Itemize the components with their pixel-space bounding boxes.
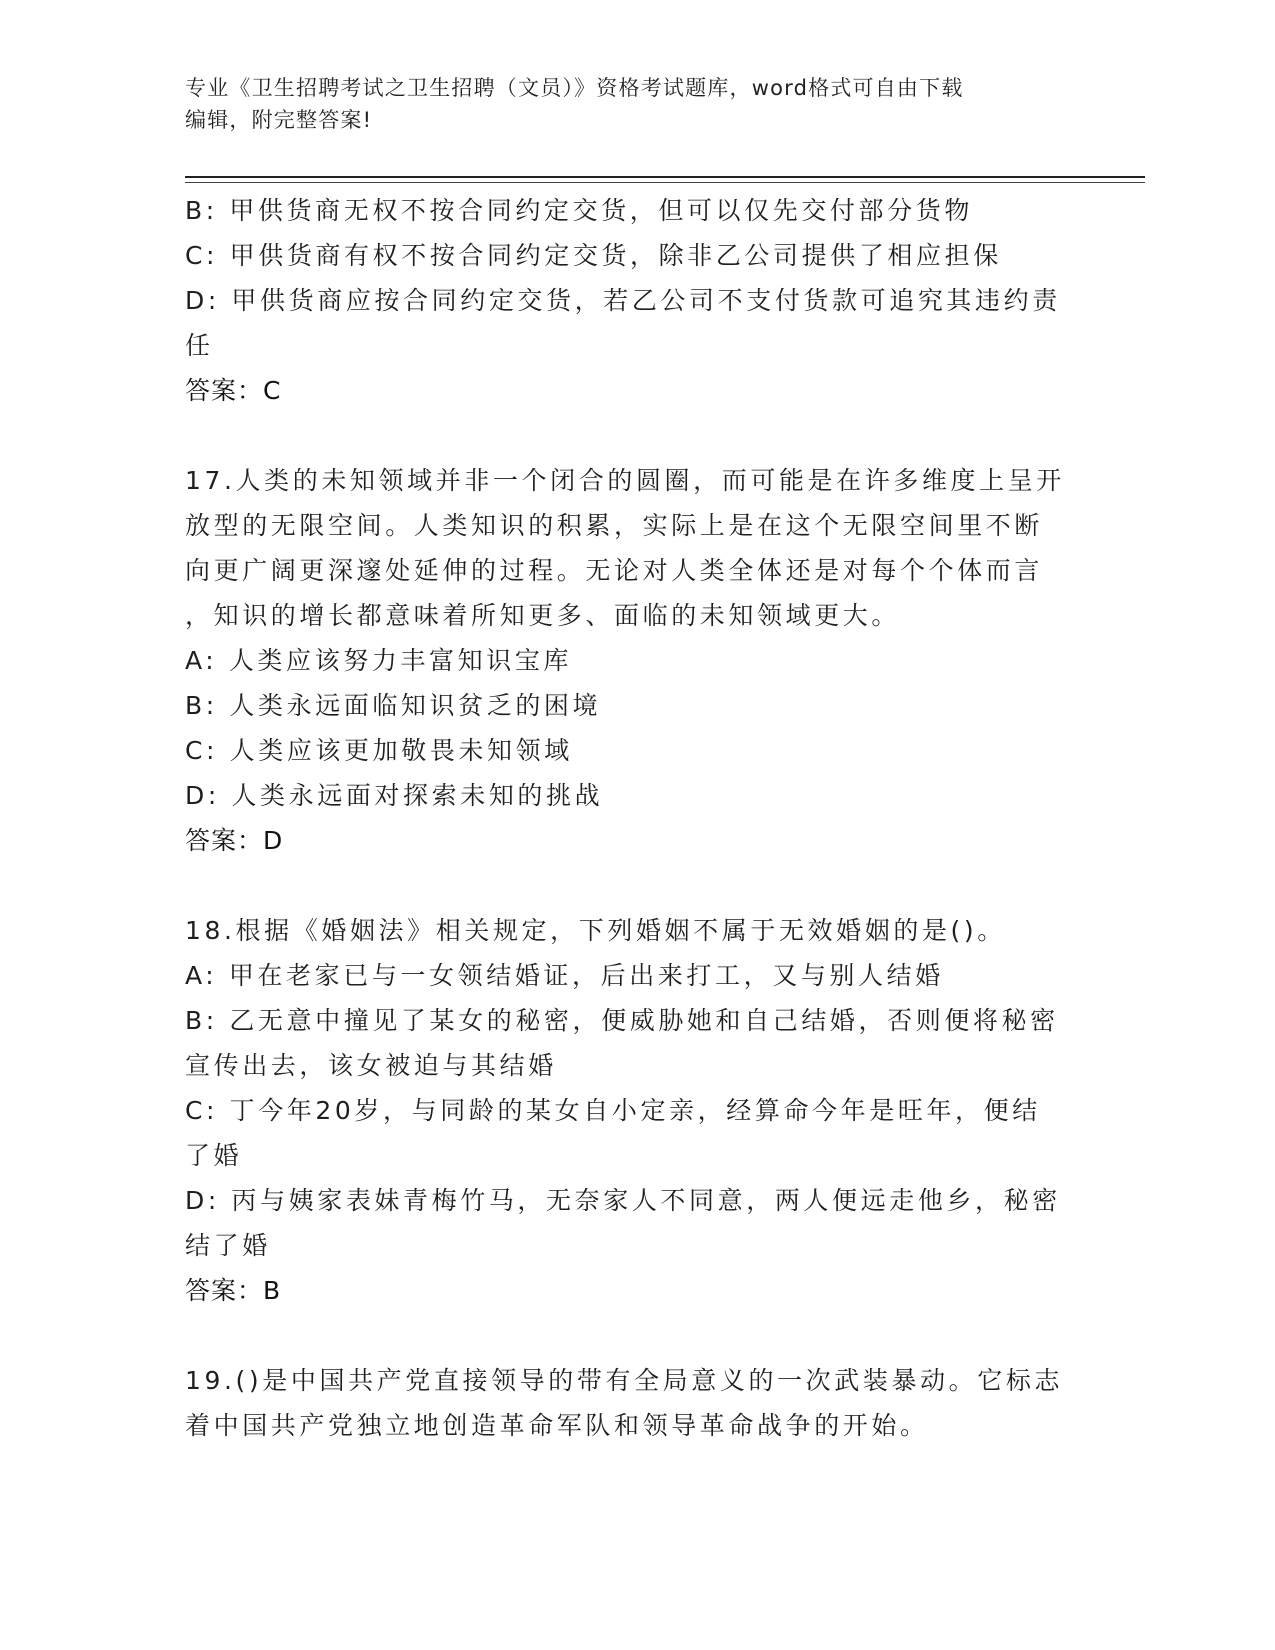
q17-option-b: B: 人类永远面临知识贫乏的困境: [185, 691, 602, 720]
question-spacer: [185, 863, 1075, 908]
header-rule-thick: [185, 176, 1145, 178]
q16-answer: 答案：C: [185, 376, 282, 405]
page-header: [185, 72, 1085, 136]
q17-stem-line-3: 向更广阔更深邃处延伸的过程。无论对人类全体还是对每个个体而言: [185, 556, 1044, 585]
q18-option-b-line-2: 宣传出去，该女被迫与其结婚: [185, 1051, 557, 1080]
q18-option-d-line-1: D: 丙与姨家表妹青梅竹马，无奈家人不同意，两人便远走他乡，秘密: [185, 1186, 1061, 1215]
q17-option-c: C: 人类应该更加敬畏未知领域: [185, 736, 573, 765]
q16-option-b: B: 甲供货商无权不按合同约定交货，但可以仅先交付部分货物: [185, 196, 973, 225]
q17-option-d: D: 人类永远面对探索未知的挑战: [185, 781, 604, 810]
q17-option-a: A: 人类应该努力丰富知识宝库: [185, 646, 573, 675]
q18-stem: 18.根据《婚姻法》相关规定，下列婚姻不属于无效婚姻的是()。: [185, 916, 1006, 945]
question-spacer: [185, 413, 1075, 458]
header-line-2: 编辑，附完整答案!: [185, 108, 373, 132]
q18-option-d-line-2: 结了婚: [185, 1231, 271, 1260]
q16-option-c: C: 甲供货商有权不按合同约定交货，除非乙公司提供了相应担保: [185, 241, 1002, 270]
q18-option-a: A: 甲在老家已与一女领结婚证，后出来打工，又与别人结婚: [185, 961, 944, 990]
header-rule-thin: [185, 182, 1145, 183]
q17-stem-line-4: ，知识的增长都意味着所知更多、面临的未知领域更大。: [185, 601, 901, 630]
q17-answer: 答案：D: [185, 826, 284, 855]
q19-stem-line-1: 19.()是中国共产党直接领导的带有全局意义的一次武装暴动。它标志: [185, 1366, 1064, 1395]
q18-option-c-line-1: C: 丁今年20岁，与同龄的某女自小定亲，经算命今年是旺年，便结: [185, 1096, 1041, 1125]
q16-option-d-line-2: 任: [185, 331, 214, 360]
q17-stem-line-1: 17.人类的未知领域并非一个闭合的圆圈，而可能是在许多维度上呈开: [185, 466, 1065, 495]
q19-stem-line-2: 着中国共产党独立地创造革命军队和领导革命战争的开始。: [185, 1411, 929, 1440]
q16-option-d-line-1: D: 甲供货商应按合同约定交货，若乙公司不支付货款可追究其违约责: [185, 286, 1061, 315]
header-line-1: 专业《卫生招聘考试之卫生招聘（文员）》资格考试题库，word格式可自由下载: [185, 76, 964, 100]
q18-option-b-line-1: B: 乙无意中撞见了某女的秘密，便威胁她和自己结婚，否则便将秘密: [185, 1006, 1059, 1035]
q18-answer: 答案：B: [185, 1276, 282, 1305]
q18-option-c-line-2: 了婚: [185, 1141, 243, 1170]
q17-stem-line-2: 放型的无限空间。人类知识的积累，实际上是在这个无限空间里不断: [185, 511, 1044, 540]
question-content: [185, 188, 1075, 1448]
question-spacer: [185, 1313, 1075, 1358]
